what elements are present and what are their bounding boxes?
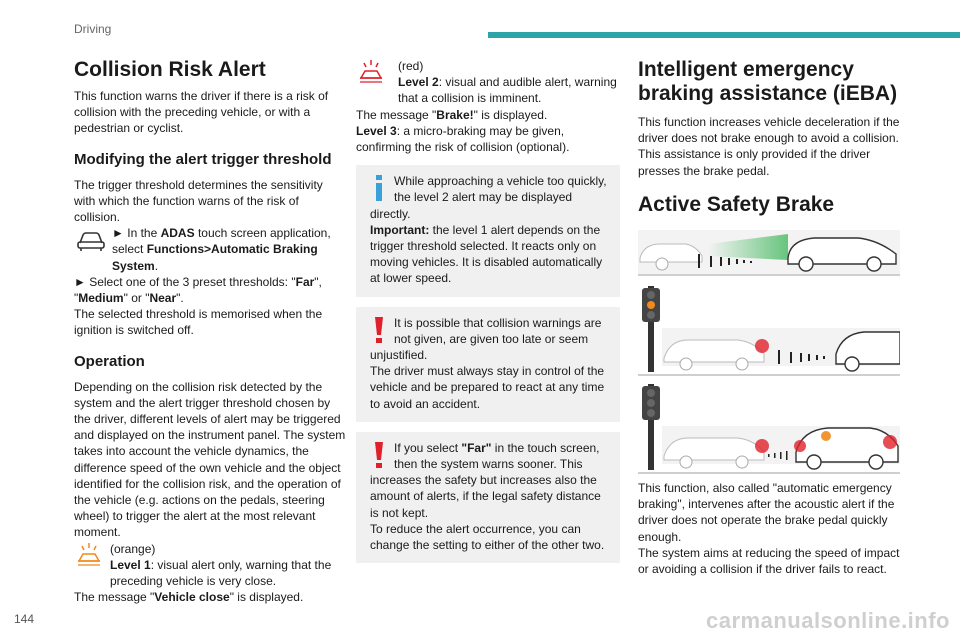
column-3-lower [638,480,900,577]
info-note: While approaching a vehicle too quickly, the level 2 alert may be displayed directly. Important: the level 1 alert depends on the trigger threshold selected. It reacts only on moving vehicles. It is disabled automatically at lower speed. [356,165,620,296]
operation-text: Depending on the collision risk detected by the system and the alert trigger threshold chosen by the driver, different levels of alert may be triggered and displayed on the instrument panel. The system takes into account the vehicle dynamics, the difference speed of the own vehicle and the object identified for the collision risk, and the operation of the vehicle (e.g. actions on the pedals, steering wheel) to trigger the alert at the most relevant moment. [74,379,346,540]
adas-label: ADAS [160,226,195,241]
collision-alert-red-icon [356,58,386,88]
road-line [638,274,900,276]
road-line [638,472,900,474]
page-title: Collision Risk Alert [74,58,266,81]
ieba-heading: Intelligent emergency braking assistance (iEBA) [638,58,898,105]
menu-path: Functions>Automatic Braking System [112,242,318,273]
asb-text-1: This function, also called "automatic emergency braking", intervenes after the acoustic alert if the driver does not operate the brake pedal quickly enough. [638,481,895,544]
ieba-text-1: This function increases vehicle deceleration if the driver does not brake enough to avoid a collision. [638,115,900,146]
illustration-braking [638,380,900,472]
column-2 [356,58,620,563]
illustration-traffic-light [638,282,900,374]
illustration-approach [638,230,900,274]
message-brake: The message "Brake!" is displayed. [356,107,548,122]
step-arrow: ► [112,226,124,241]
info-icon [370,175,388,203]
warning-icon [370,442,388,470]
road-line [638,374,900,376]
ieba-text-2: This assistance is only provided if the driver presses the brake pedal. [638,147,871,178]
header-accent-bar [488,32,960,38]
column-1 [74,58,346,605]
section-title: Driving [74,22,112,36]
watermark: carmanualsonline.info [706,608,950,633]
warning-note-1: It is possible that collision warnings are not given, are given too late or seem unjustified. The driver must always stay in control of the vehicle and be prepared to react at any time to avoid an accident. [356,307,620,422]
car-front-icon [74,225,108,259]
message-vehicle-close: The message "Vehicle close" is displayed. [74,590,304,605]
asb-text-2: The system aims at reducing the speed of impact or avoiding a collision if the driver fails to react. [638,545,900,577]
step-2: ► Select one of the 3 preset thresholds: "Far", "Medium" or "Near". [74,274,322,306]
collision-alert-orange-icon [74,541,104,571]
intro-text: This function warns the driver if there is a risk of collision with the preceding vehicle, or with a pedestrian or cyclist. [74,89,329,136]
column-3 [638,58,900,217]
level3-text: Level 3: a micro-braking may be given, confirming the risk of collision (optional). [356,123,570,155]
threshold-heading: Modifying the alert trigger threshold [74,150,332,168]
asb-heading: Active Safety Brake [638,192,835,216]
warning-icon [370,317,388,345]
warning-note-2: If you select "Far" in the touch screen, then the system warns sooner. This increases the safety but increases also the amount of alerts, if the legal safety distance is not kept. To reduce the alert occurrence, you can change the setting to either of the other two. [356,432,620,563]
page-number: 144 [14,612,35,626]
operation-heading: Operation [74,352,145,370]
step-1: ► In the ADAS touch screen application, select Functions>Automatic Braking System. [74,225,346,274]
memorised-text: The selected threshold is memorised when the ignition is switched off. [74,307,323,338]
level1-block: (orange) Level 1: visual alert only, warning that the preceding vehicle is very close. [74,541,346,590]
threshold-text: The trigger threshold determines the sensitivity with which the function warns of the risk of collision. [74,177,323,225]
level2-block: (red) Level 2: visual and audible alert, warning that a collision is imminent. [356,58,620,107]
